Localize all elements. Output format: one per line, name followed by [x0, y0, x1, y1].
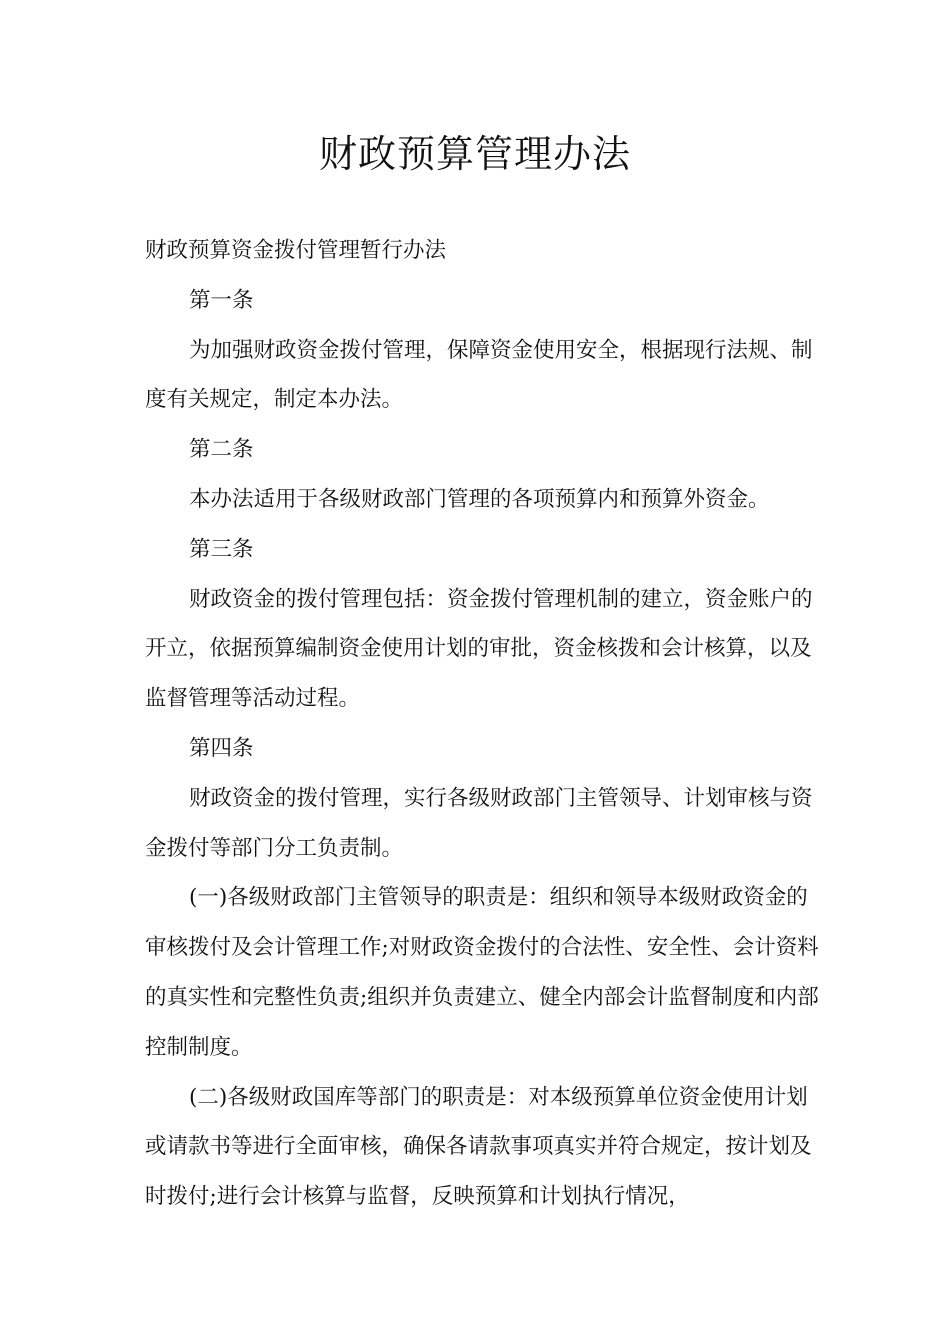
article-heading-3: 第三条	[189, 536, 254, 562]
article-paragraph-3: 财政资金的拨付管理包括：资金拨付管理机制的建立，资金账户的开立，依据预算编制资金使用计划的审批，资金核拨和会计核算，以及监督管理等活动过程。	[145, 586, 813, 712]
article-heading-2: 第二条	[189, 437, 254, 463]
document-body	[145, 226, 820, 1222]
article-item-2: (二)各级财政国库等部门的职责是：对本级预算单位资金使用计划或请款书等进行全面审核，确保各请款事项真实并符合规定，按计划及时拨付;进行会计核算与监督，反映预算和计划执行情况，	[145, 1084, 812, 1210]
document-title: 财政预算管理办法	[318, 132, 631, 176]
article-paragraph-4: 财政资金的拨付管理，实行各级财政部门主管领导、计划审核与资金拨付等部门分工负责制。	[145, 785, 813, 861]
article-item-1: (一)各级财政部门主管领导的职责是：组织和领导本级财政资金的审核拨付及会计管理工作;对财政资金拨付的合法性、安全性、会计资料的真实性和完整性负责;组织并负责建立、健全内部会计监督制度和内部控制制度。	[145, 885, 819, 1060]
article-paragraph-2: 本办法适用于各级财政部门管理的各项预算内和预算外资金。	[189, 486, 770, 512]
article-paragraph-1: 为加强财政资金拨付管理，保障资金使用安全，根据现行法规、制度有关规定，制定本办法。	[145, 337, 813, 413]
article-heading-1: 第一条	[189, 287, 254, 313]
document-subtitle: 财政预算资金拨付管理暂行办法	[145, 238, 447, 263]
article-heading-4: 第四条	[189, 735, 254, 761]
